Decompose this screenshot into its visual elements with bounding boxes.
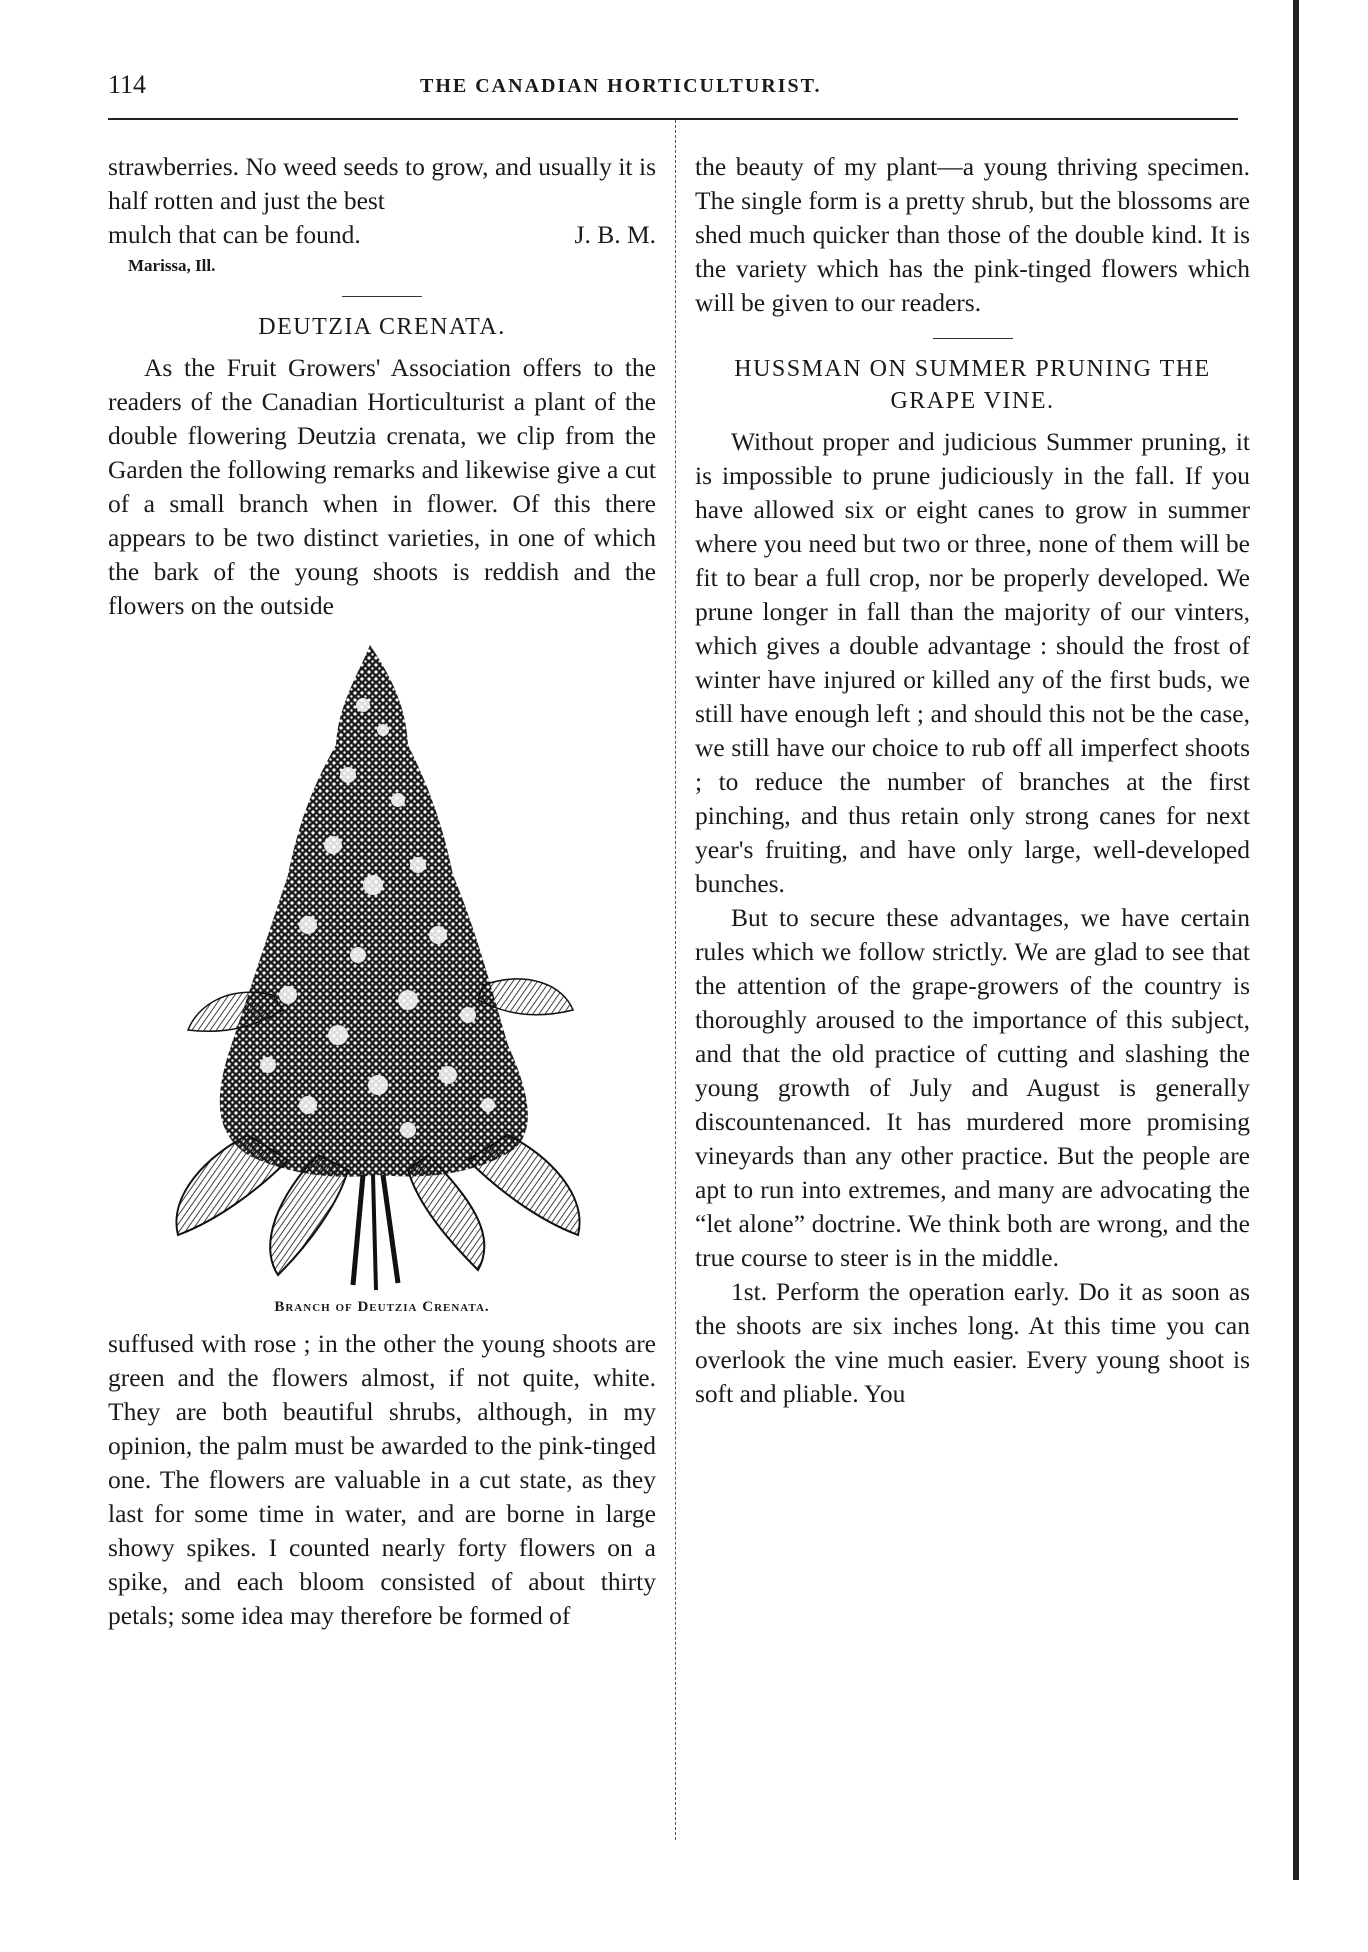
running-title: THE CANADIAN HORTICULTURIST. [420,75,822,97]
pruning-paragraph-2: But to secure these advantages, we have certain rules which we follow strictly. We are glad to see that the attention of the grape-growers of the country is thoroughly aroused to the importance of this subject, and that the old practice of cutting and slashing the young growth of July and August is generally discountenanced. It has murdered more promising vineyards than any other practice. But the people are apt to run into extremes, and many are advocating the “let alone” doctrine. We think both are wrong, and the true course to steer is in the middle. [695,903,1250,1272]
pruning-paragraph-1: Without proper and judicious Summer pruning, it is impossible to prune judiciously in the fall. If you have allowed six or eight canes to grow in summer where you need but two or three, none of them will be fit to bear a full crop, nor be properly developed. We prune longer in fall than the majority of our vinters, which gives a double advantage : should the frost of winter have injured or killed any of the first buds, we still have enough left ; and should this not be the case, we still have our choice to rub off all imperfect shoots ; to reduce the number of branches at the first pinching, and thus retain only strong canes for next year's fruiting, and have only large, well-developed bunches. [695,427,1250,898]
figure-caption: Branch of Deutzia Crenata. [274,1299,490,1315]
place-name: Marissa, Ill. [128,256,216,275]
deutzia-paragraph-2: suffused with rose ; in the other the young shoots are green and the flowers almost, if not quite, white. They are both beautiful shrubs, although, in my opinion, the palm must be awarded to the pink-tinged one. The flowers are valuable in a cut state, as they last for some time in water, and are borne in large showy spikes. I counted nearly forty flowers on a spike, and each bloom consisted of about thirty petals; some idea may therefore be formed of [108,1329,656,1630]
right-edge-bar [1293,0,1299,1880]
section-title-deutzia: DEUTZIA CRENATA. [258,314,506,340]
section-rule-2 [933,338,1013,339]
header-rule [108,118,1238,120]
deutzia-paragraph-1: As the Fruit Growers' Association offers to the readers of the Canadian Horticulturist a plant of the double flowering Deutzia crenata, we clip from the Garden the following remarks and likewise give a cut of a small branch when in flower. Of this there appears to be two distinct varieties, in one of which the bark of the young shoots is reddish and the flowers on the outside [108,353,656,620]
deutzia-continuation: the beauty of my plant—a young thriving specimen. The single form is a pretty shrub, but the blossoms are shed much quicker than those of the double kind. It is the variety which has the pink-tinged flowers which will be given to our readers. [695,152,1250,317]
right-column [695,150,1250,1411]
column-divider [675,120,676,1840]
intro-text: strawberries. No weed seeds to grow, and usually it is half rotten and just the best [108,152,656,215]
pruning-paragraph-3: 1st. Perform the operation early. Do it as soon as the shoots are six inches long. At this time you can overlook the vine much easier. Every young shoot is soft and pliable. You [695,1277,1250,1408]
signature-line-text: mulch that can be found. [108,220,361,249]
left-column [108,150,656,1633]
section-rule [342,296,422,297]
signature: J. B. M. [574,220,656,249]
deutzia-branch-image [108,635,656,1295]
page-number: 114 [108,70,147,99]
signature-line [108,218,656,252]
section-title-hussman: HUSSMAN ON SUMMER PRUNING THE GRAPE VINE. [734,356,1211,414]
deutzia-illustration [108,635,656,1295]
